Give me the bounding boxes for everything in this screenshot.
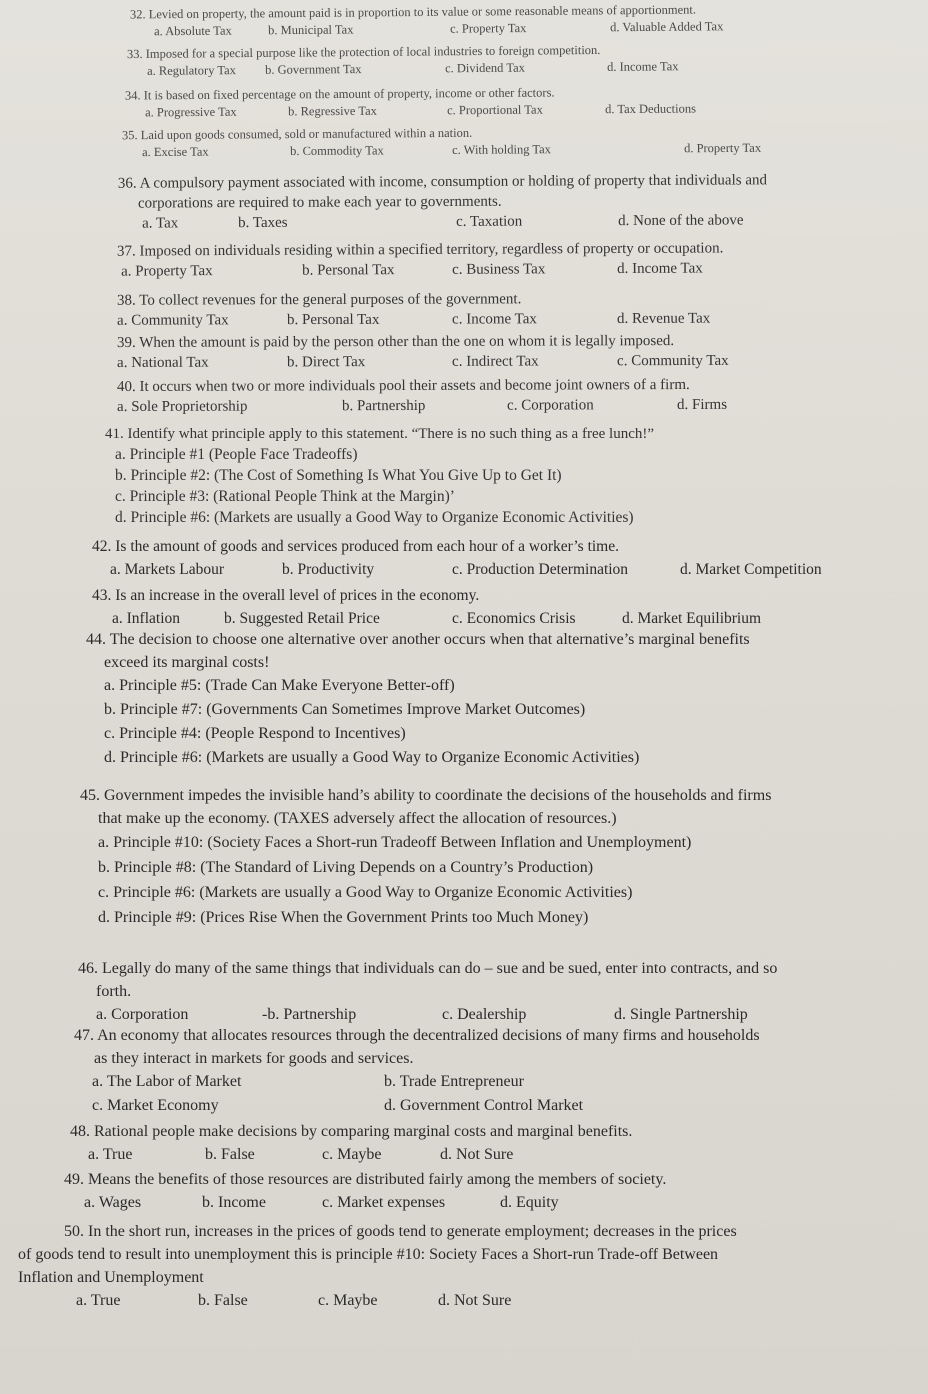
question-41 [105, 424, 654, 528]
option-d: d. Principle #6: (Markets are usually a Good Way to Organize Economic Activities) [115, 509, 634, 526]
question-46 [78, 957, 777, 1027]
question-stem: 38. To collect revenues for the general purposes of the government. [116, 291, 522, 309]
question-49 [64, 1168, 666, 1215]
option-d: d. Income Tax [606, 59, 679, 74]
option-a: a. Regulatory Tax [147, 63, 236, 78]
option-a: a. Tax [142, 215, 179, 232]
option-a: a. True [88, 1146, 133, 1163]
option-b: b. False [198, 1292, 248, 1309]
option-c: c. Dealership [442, 1006, 527, 1023]
question-50 [18, 1220, 923, 1313]
question-stem: 32. Levied on property, the amount paid is in proportion to its value or some reasonable means of apportionment. [129, 2, 697, 22]
option-b: b. Trade Entrepreneur [384, 1073, 524, 1090]
option-a: a. True [76, 1292, 121, 1309]
option-d: d. Income Tax [617, 260, 703, 277]
question-38 [116, 289, 711, 331]
option-b: b. Commodity Tax [290, 143, 384, 159]
question-stem: 43. Is an increase in the overall level of prices in the economy. [92, 587, 480, 604]
option-a: a. Progressive Tax [145, 104, 237, 120]
question-48 [70, 1120, 632, 1167]
question-39 [116, 331, 729, 374]
option-a: a. Principle #1 (People Face Tradeoffs) [115, 446, 358, 463]
question-stem: 35. Laid upon goods consumed, sold or manufactured within a nation. [121, 125, 473, 143]
question-33 [126, 42, 679, 81]
option-b: b. False [205, 1146, 255, 1163]
question-stem: 33. Imposed for a special purpose like the protection of local industries to foreign competition. [126, 42, 601, 62]
option-c: c. Dividend Tax [445, 60, 525, 76]
question-42 [92, 535, 822, 582]
option-c: c. Property Tax [450, 21, 527, 36]
option-d: d. Principle #9: (Prices Rise When the Government Prints too Much Money) [98, 909, 589, 926]
question-stem: 39. When the amount is paid by the person other than the one on whom it is legally imposed. [116, 333, 675, 351]
option-c: c. Business Tax [452, 261, 546, 278]
question-stem-continued: that make up the economy. (TAXES adversely affect the allocation of resources.) [98, 810, 617, 827]
option-d: d. Principle #6: (Markets are usually a Good Way to Organize Economic Activities) [104, 749, 640, 766]
option-b: b. Municipal Tax [268, 22, 354, 38]
question-stem: 44. The decision to choose one alternative over another occurs when that alternative’s marginal benefits [86, 631, 750, 648]
option-a: a. Wages [84, 1194, 142, 1211]
option-d: d. Equity [500, 1194, 559, 1211]
option-a: a. Property Tax [121, 263, 213, 280]
question-stem: 34. It is based on fixed percentage on the amount of property, income or other factors. [124, 85, 555, 103]
option-c: c. Principle #4: (People Respond to Incentives) [104, 725, 406, 742]
option-d: d. Government Control Market [384, 1097, 584, 1114]
question-stem: 40. It occurs when two or more individuals pool their assets and become joint owners of a firm. [116, 377, 690, 395]
question-stem: 49. Means the benefits of those resources are distributed fairly among the members of society. [64, 1171, 667, 1188]
option-c: c. Income Tax [452, 311, 537, 328]
question-stem: 50. In the short run, increases in the prices of goods tend to generate employment; decreases in the prices [64, 1223, 737, 1240]
question-43 [92, 584, 762, 631]
question-stem: 45. Government impedes the invisible hand’s ability to coordinate the decisions of the households and firms [80, 787, 772, 804]
option-a: a. Absolute Tax [154, 23, 232, 39]
option-c: c. Maybe [322, 1146, 382, 1163]
option-c: c. Market Economy [92, 1097, 219, 1114]
option-b: b. Productivity [282, 561, 375, 578]
question-stem: 47. An economy that allocates resources through the decentralized decisions of many firms and households [74, 1027, 760, 1044]
option-a: a. Excise Tax [142, 144, 209, 160]
question-34 [124, 85, 696, 123]
option-b: -b. Partnership [262, 1006, 357, 1023]
option-b: b. Principle #8: (The Standard of Living Depends on a Country’s Production) [98, 859, 594, 876]
option-b: b. Direct Tax [287, 354, 366, 371]
question-stem-continued: exceed its marginal costs! [104, 654, 270, 671]
option-a: a. Sole Proprietorship [117, 398, 248, 415]
option-c: c. Maybe [318, 1292, 378, 1309]
question-stem: 36. A compulsory payment associated with income, consumption or holding of property that individuals and [117, 172, 768, 192]
option-c: c. Production Determination [452, 561, 629, 578]
option-d: d. Single Partnership [614, 1006, 748, 1023]
question-stem-continued: of goods tend to result into unemployment this is principle #10: Society Faces a Short-run Trade-off Between [18, 1246, 719, 1263]
option-d: d. Valuable Added Tax [609, 19, 724, 35]
option-d: d. Firms [677, 396, 728, 414]
option-b: b. Taxes [238, 214, 288, 232]
option-d: d. Market Competition [680, 561, 822, 578]
option-c: c. Corporation [507, 397, 594, 414]
option-b: b. Partnership [342, 397, 426, 415]
option-a: a. Principle #5: (Trade Can Make Everyone Better-off) [104, 677, 455, 694]
option-a: a. Inflation [112, 610, 181, 627]
option-c: c. Taxation [456, 213, 523, 230]
option-b: b. Principle #7: (Governments Can Sometimes Improve Market Outcomes) [104, 701, 586, 718]
question-47 [74, 1024, 760, 1118]
question-44 [86, 628, 750, 770]
option-a: a. Principle #10: (Society Faces a Short-run Tradeoff Between Inflation and Unemployment) [98, 834, 692, 851]
option-a: a. Community Tax [117, 312, 229, 329]
option-c: c. Proportional Tax [447, 102, 543, 118]
option-d: d. Not Sure [438, 1292, 512, 1309]
option-d: d. Market Equilibrium [622, 610, 762, 627]
question-35 [121, 125, 762, 162]
question-40 [116, 375, 728, 418]
option-d: c. Community Tax [617, 352, 729, 370]
option-c: c. Indirect Tax [452, 353, 539, 370]
option-a: a. Corporation [96, 1006, 189, 1023]
option-a: a. The Labor of Market [92, 1073, 242, 1090]
option-b: b. Principle #2: (The Cost of Something Is What You Give Up to Get It) [115, 467, 562, 484]
option-c: c. With holding Tax [451, 142, 551, 157]
question-stem-continued: corporations are required to make each year to governments. [137, 193, 502, 212]
question-32 [129, 2, 724, 42]
option-c: c. Market expenses [322, 1194, 446, 1211]
option-b: b. Personal Tax [287, 311, 380, 329]
option-a: a. Markets Labour [110, 561, 225, 578]
question-36 [118, 170, 767, 234]
option-b: b. Personal Tax [302, 262, 395, 279]
option-b: b. Government Tax [265, 62, 362, 77]
option-b: b. Suggested Retail Price [224, 610, 380, 627]
question-45 [80, 784, 771, 930]
question-stem: 46. Legally do many of the same things that individuals can do – sue and be sued, enter into contracts, and so [78, 960, 778, 977]
option-b: b. Regressive Tax [288, 103, 377, 119]
question-stem: 42. Is the amount of goods and services produced from each hour of a worker’s time. [92, 538, 619, 555]
question-stem-continued: as they interact in markets for goods and services. [94, 1050, 414, 1067]
option-a: a. National Tax [117, 354, 209, 371]
question-stem: 48. Rational people make decisions by comparing marginal costs and marginal benefits. [70, 1123, 633, 1140]
option-d: d. None of the above [618, 212, 744, 230]
question-stem: 41. Identify what principle apply to this statement. “There is no such thing as a free lunch!” [105, 426, 655, 442]
option-c: c. Economics Crisis [452, 610, 576, 627]
option-d: d. Property Tax [683, 140, 762, 156]
option-d: d. Tax Deductions [604, 101, 696, 117]
option-c: c. Principle #3: (Rational People Think at the Margin)’ [115, 488, 455, 505]
option-d: d. Revenue Tax [617, 310, 711, 327]
question-stem: 37. Imposed on individuals residing within a specified territory, regardless of property or occupation. [116, 240, 724, 260]
question-stem-continued: forth. [96, 983, 132, 1000]
option-b: b. Income [202, 1194, 266, 1211]
option-c: c. Principle #6: (Markets are usually a Good Way to Organize Economic Activities) [98, 884, 633, 901]
question-stem-continued: Inflation and Unemployment [18, 1269, 204, 1286]
question-37 [117, 238, 724, 282]
option-d: d. Not Sure [440, 1146, 514, 1163]
